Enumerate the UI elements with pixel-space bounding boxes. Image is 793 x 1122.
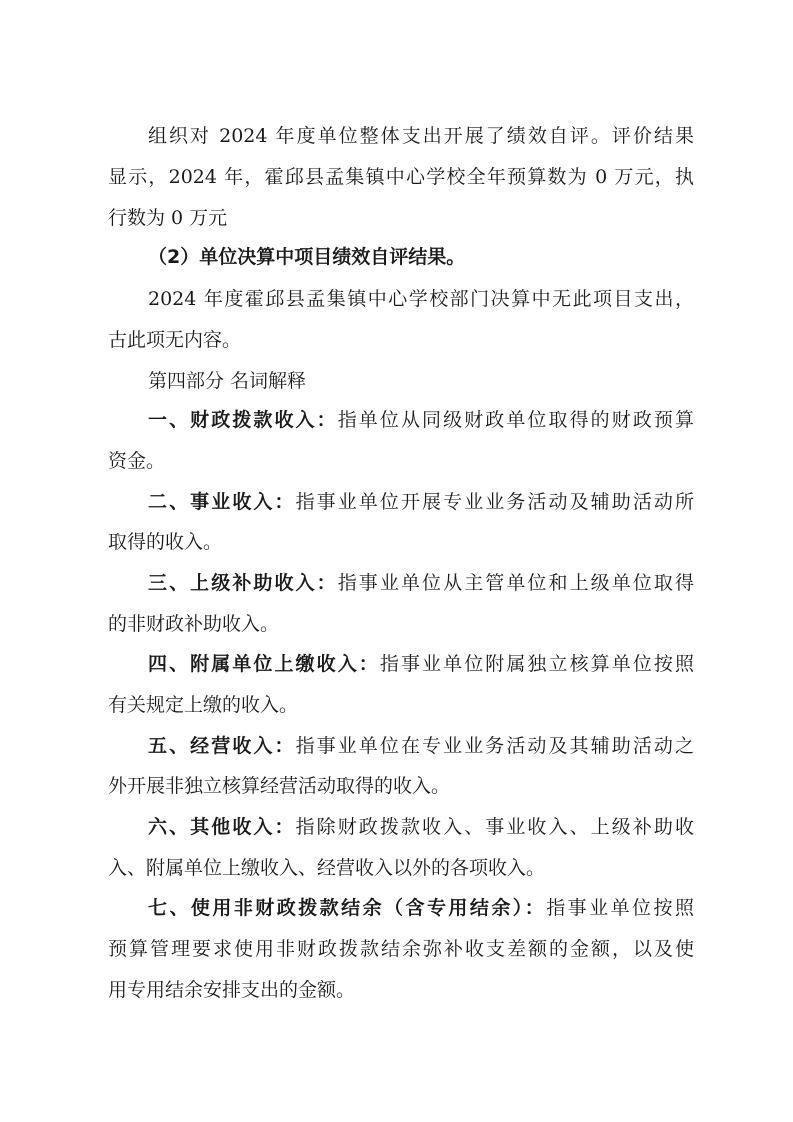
definition-term: 三、上级补助收入： [148,572,338,594]
definition-line: 用专用结余安排支出的金额。 [108,979,356,1001]
definition-line [148,571,694,595]
definition-text: 指单位从同级财政单位取得的财政预算 [337,409,694,431]
section-heading: （2）单位决算中项目绩效自评结果。 [148,246,466,268]
definition-line [148,490,694,514]
definition-line: 取得的收入。 [108,531,223,553]
definition-line [148,652,694,676]
definition-line: 入、附属单位上缴收入、经营收入以外的各项收入。 [108,857,546,879]
definition-text: 指事业单位在专业业务活动及其辅助活动之 [295,735,694,757]
paragraph-line: 古此项无内容。 [108,329,242,351]
definition-line: 预算管理要求使用非财政拨款结余弥补收支差额的金额，以及使 [108,938,694,960]
definition-line [148,408,694,432]
definition-term: 七、使用非财政拨款结余（含专用结余）： [148,897,547,919]
definition-line: 资金。 [108,450,166,472]
definition-term: 五、经营收入： [148,735,296,757]
definition-term: 六、其他收入： [148,816,296,838]
paragraph-line: 组织对 2024 年度单位整体支出开展了绩效自评。评价结果 [148,125,694,147]
definition-text: 指事业单位按照 [546,897,694,919]
definition-term: 二、事业收入： [148,491,296,513]
definition-line: 外开展非独立核算经营活动取得的收入。 [108,775,451,797]
definition-line [148,734,694,758]
part-title: 第四部分 名词解释 [148,370,307,392]
definition-line [148,815,694,839]
definition-text: 指除财政拨款收入、事业收入、上级补助收 [295,816,694,838]
paragraph-line: 行数为 0 万元 [108,207,228,229]
definition-term: 四、附属单位上缴收入： [148,653,380,675]
definition-line: 有关规定上缴的收入。 [108,694,299,716]
definition-line: 的非财政补助收入。 [108,613,280,635]
definition-line [148,896,694,920]
definition-text: 指事业单位开展专业业务活动及辅助活动所 [295,491,694,513]
paragraph-line: 2024 年度霍邱县孟集镇中心学校部门决算中无此项目支出， [148,288,694,310]
definition-text: 指事业单位附属独立核算单位按照 [379,653,694,675]
definition-text: 指事业单位从主管单位和上级单位取得 [337,572,694,594]
definition-term: 一、财政拨款收入： [148,409,338,431]
paragraph-line: 显示，2024 年，霍邱县孟集镇中心学校全年预算数为 0 万元，执 [108,166,694,188]
